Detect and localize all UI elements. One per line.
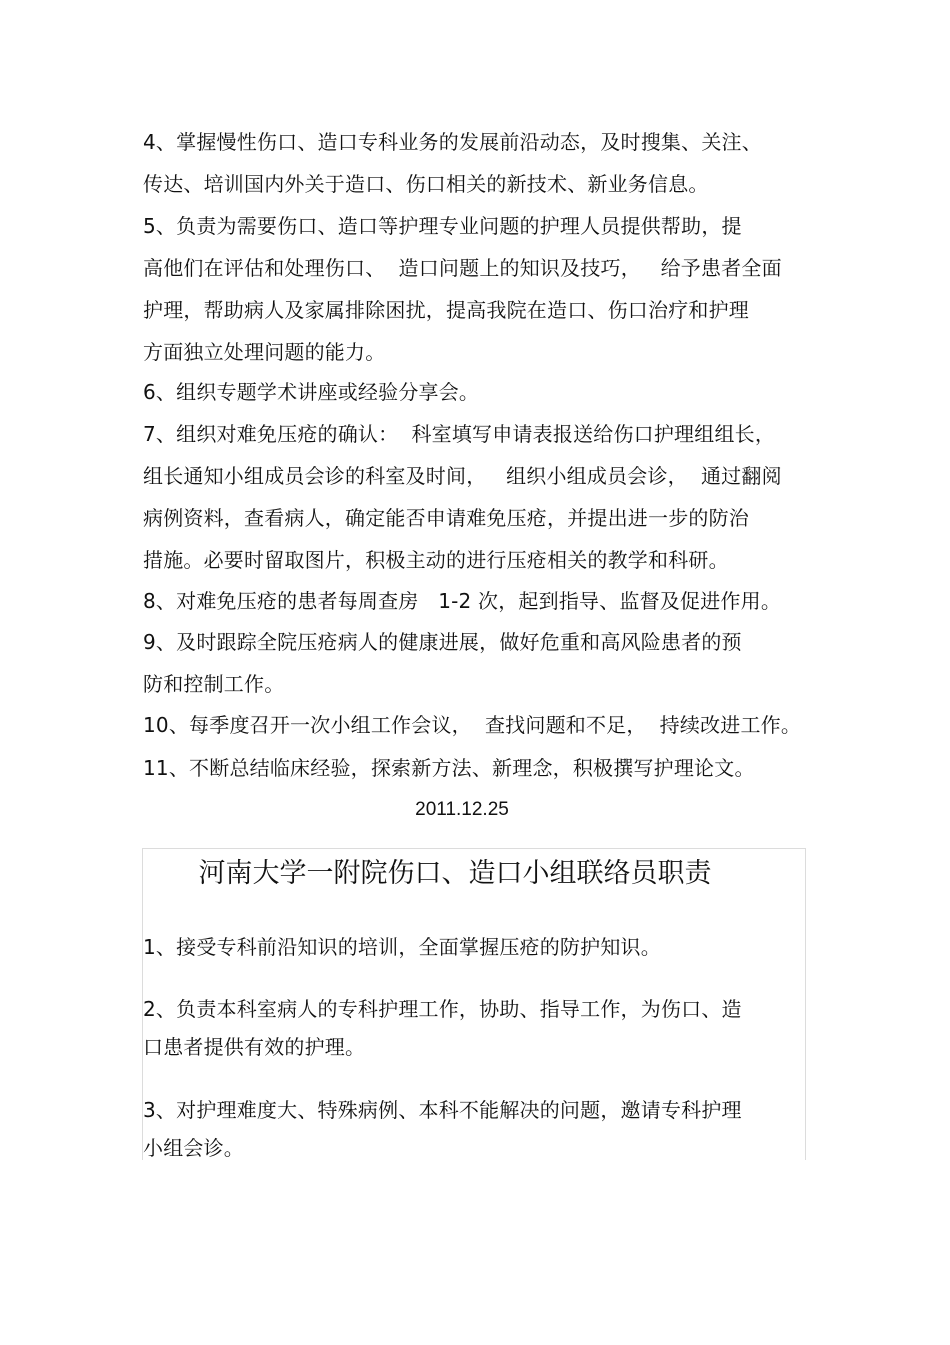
item-5-line-3: 护理，帮助病人及家属排除困扰，提高我院在造口、伤口治疗和护理 xyxy=(143,298,749,322)
liaison-item-2-line-2: 口患者提供有效的护理。 xyxy=(143,1035,366,1059)
item-5-line-2: 高他们在评估和处理伤口、 造口问题上的知识及技巧， 给予患者全面 xyxy=(143,256,782,280)
item-9-line-2: 防和控制工作。 xyxy=(143,672,285,696)
item-9-line-1: 9、及时跟踪全院压疮病人的健康进展，做好危重和高风险患者的预 xyxy=(143,630,742,654)
liaison-item-3-line-1: 3、对护理难度大、特殊病例、本科不能解决的问题，邀请专科护理 xyxy=(143,1098,742,1122)
item-4-line-1: 4、掌握慢性伤口、造口专科业务的发展前沿动态，及时搜集、关注、 xyxy=(143,130,762,154)
liaison-item-2-line-1: 2、负责本科室病人的专科护理工作，协助、指导工作，为伤口、造 xyxy=(143,997,742,1021)
liaison-item-1-line-1: 1、接受专科前沿知识的培训，全面掌握压疮的防护知识。 xyxy=(143,935,661,959)
liaison-duties-title: 河南大学一附院伤口、造口小组联络员职责 xyxy=(198,858,712,889)
item-11-line-1: 11、不断总结临床经验，探索新方法、新理念，积极撰写护理论文。 xyxy=(143,756,755,780)
item-4-line-2: 传达、培训国内外关于造口、伤口相关的新技术、新业务信息。 xyxy=(143,172,709,196)
item-7-line-1: 7、组织对难免压疮的确认： 科室填写申请表报送给伤口护理组组长， xyxy=(143,422,776,446)
item-10-line-1: 10、每季度召开一次小组工作会议， 查找问题和不足， 持续改进工作。 xyxy=(143,713,802,737)
document-date: 2011.12.25 xyxy=(415,799,509,820)
item-8-line-1: 8、对难免压疮的患者每周查房 1-2 次，起到指导、监督及促进作用。 xyxy=(143,589,782,613)
item-7-line-4: 措施。必要时留取图片，积极主动的进行压疮相关的教学和科研。 xyxy=(143,548,729,572)
item-7-line-2: 组长通知小组成员会诊的科室及时间， 组织小组成员会诊， 通过翻阅 xyxy=(143,464,782,488)
item-5-line-4: 方面独立处理问题的能力。 xyxy=(143,340,386,364)
item-5-line-1: 5、负责为需要伤口、造口等护理专业问题的护理人员提供帮助，提 xyxy=(143,214,742,238)
item-7-line-3: 病例资料，查看病人，确定能否申请难免压疮，并提出进一步的防治 xyxy=(143,506,749,530)
liaison-item-3-line-2: 小组会诊。 xyxy=(143,1136,244,1160)
item-6-line-1: 6、组织专题学术讲座或经验分享会。 xyxy=(143,380,480,404)
